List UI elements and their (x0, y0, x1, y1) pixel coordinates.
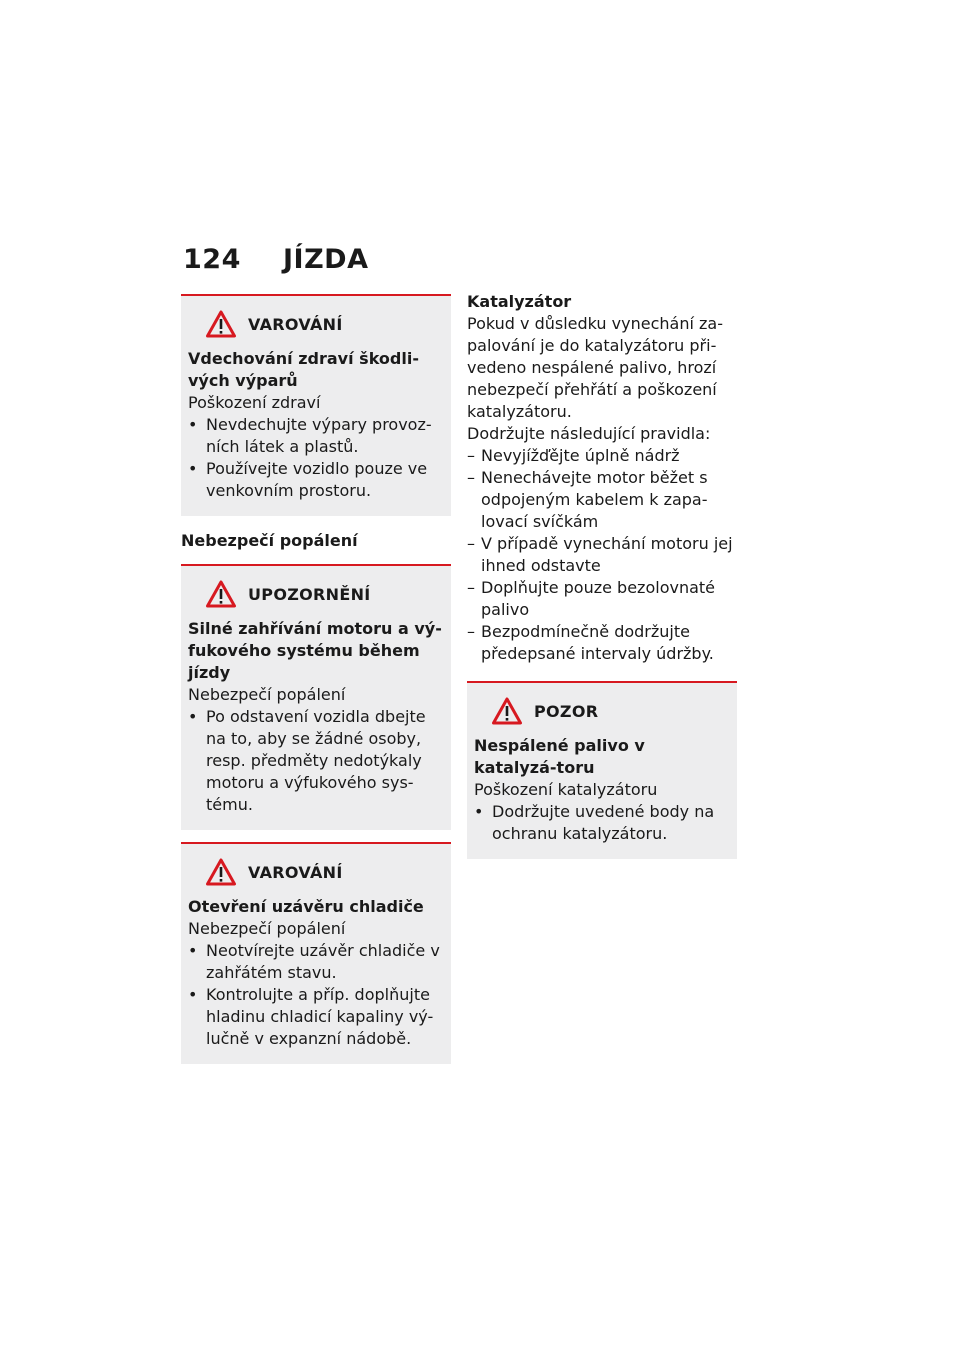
caution-box-heat (181, 564, 451, 830)
left-column (181, 294, 451, 1064)
list-item: • Nevdechujte výpary provoz-ních látek a plastů. (188, 414, 445, 458)
warning-box-radiator (181, 842, 451, 1064)
body-paragraph: Pokud v důsledku vynechání za-palování je do katalyzátoru při-vedeno nespálené palivo, hrozí nebezpečí přehřátí a poškození katalyzátoru. (467, 314, 723, 421)
list-item: • Neotvírejte uzávěr chladiče v zahřátém stavu. (188, 940, 445, 984)
note-label: VAROVÁNÍ (248, 314, 343, 334)
section-heading: Nebezpečí popálení (181, 531, 358, 550)
warning-triangle-icon (206, 310, 236, 338)
warning-box-fumes (181, 294, 451, 516)
note-label: VAROVÁNÍ (248, 862, 343, 882)
list-item: • Používejte vozidlo pouze ve venkovním prostoru. (188, 458, 445, 502)
note-list (188, 414, 445, 502)
note-label: UPOZORNĚNÍ (248, 584, 371, 604)
note-header (206, 858, 445, 886)
chapter-title: JÍZDA (283, 244, 369, 275)
page-number: 124 (183, 244, 241, 275)
list-item: • Dodržujte uvedené body na ochranu katalyzátoru. (474, 801, 731, 845)
note-title: Otevření uzávěru chladiče (188, 897, 424, 916)
note-title: Nespálené palivo v katalyzá-toru (474, 736, 645, 777)
note-header (206, 580, 445, 608)
note-subtitle: Poškození katalyzátoru (474, 780, 658, 799)
note-title: Silné zahřívání motoru a vý-fukového systému během jízdy (188, 619, 442, 682)
list-item: – Nevyjížďějte úplně nádrž (467, 445, 737, 467)
warning-triangle-icon (206, 858, 236, 886)
list-item: – Nenechávejte motor běžet s odpojeným kabelem k zapa-lovací svíčkám (467, 467, 737, 533)
note-header (492, 697, 731, 725)
note-header (206, 310, 445, 338)
note-list (188, 706, 445, 816)
note-label: POZOR (534, 701, 599, 721)
list-item: – Bezpodmínečně dodržujte předepsané intervaly údržby. (467, 621, 737, 665)
note-list (474, 801, 731, 845)
warning-triangle-icon (492, 697, 522, 725)
warning-triangle-icon (206, 580, 236, 608)
page-header (183, 244, 368, 275)
list-item: • Kontrolujte a příp. doplňujte hladinu chladicí kapaliny vý-lučně v expanzní nádobě. (188, 984, 445, 1050)
note-subtitle: Nebezpečí popálení (188, 919, 346, 938)
note-list (188, 940, 445, 1050)
attention-box-catalyst (467, 681, 737, 859)
list-item: – V případě vynechání motoru jej ihned odstavte (467, 533, 737, 577)
right-column (467, 291, 737, 859)
rules-list (467, 445, 737, 665)
note-subtitle: Nebezpečí popálení (188, 685, 346, 704)
list-item: – Doplňujte pouze bezolovnaté palivo (467, 577, 737, 621)
note-subtitle: Poškození zdraví (188, 393, 321, 412)
list-item: • Po odstavení vozidla dbejte na to, aby se žádné osoby, resp. předměty nedotýkaly motoru a výfukového sys-tému. (188, 706, 445, 816)
section-heading: Katalyzátor (467, 292, 572, 311)
rules-intro: Dodržujte následující pravidla: (467, 424, 711, 443)
note-title: Vdechování zdraví škodli-vých výparů (188, 349, 419, 390)
